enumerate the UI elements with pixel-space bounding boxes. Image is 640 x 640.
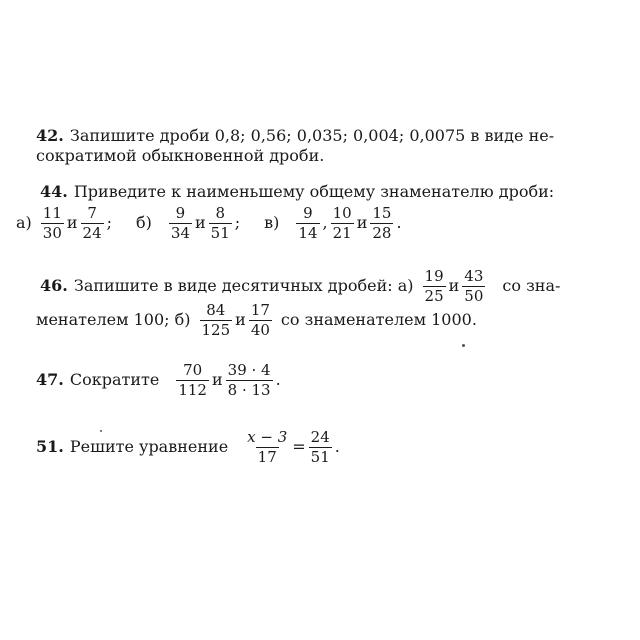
comma: , [322,213,328,232]
semicolon: ; [106,213,113,232]
and-word: и [235,310,246,329]
problem-44-number: 44. [40,182,68,201]
scan-speck [100,430,102,432]
problem-42-line-1 [36,126,554,146]
problem-47-line [36,358,281,402]
problem-51-number: 51. [36,437,64,456]
fraction-numerator: 43 [464,266,484,285]
fraction-denominator: 50 [464,286,484,305]
fraction-numerator: 15 [372,203,392,222]
fraction-7-24 [81,205,104,242]
fraction-denominator: 14 [298,223,318,242]
fraction-11-30 [41,205,64,242]
fraction-numerator: 39 · 4 [227,360,271,379]
problem-44-label-b: б) [136,213,152,232]
problem-42-number: 42. [36,126,64,145]
fraction-denominator: 28 [372,223,392,242]
fraction-denominator: 25 [424,286,444,305]
problem-46-number: 46. [40,276,68,295]
fraction-10-21 [331,205,354,242]
problem-44-line-2 [16,200,402,246]
problem-47-text: Сократите [69,370,160,389]
fraction-denominator: 8 · 13 [227,380,271,399]
problem-51-line [36,425,340,469]
problem-42-text-cont: сократимой обыкновенной дроби. [36,146,325,165]
fraction-x-minus-3-over-17 [245,429,289,466]
fraction-denominator: 24 [82,223,102,242]
problem-44-line-1 [40,182,554,202]
and-word: и [211,370,223,389]
fraction-numerator: 11 [42,203,62,222]
fraction-8-51 [209,205,232,242]
fraction-denominator: 34 [170,223,190,242]
fraction-numerator: 9 [303,203,313,222]
fraction-15-28 [370,205,393,242]
fraction-denominator: 30 [42,223,62,242]
fraction-9-34 [169,205,192,242]
problem-44-label-a: а) [16,213,32,232]
problem-47-number: 47. [36,370,64,389]
fraction-24-51 [309,429,332,466]
fraction-numerator: 70 [183,360,203,379]
period: . [396,213,402,232]
problem-42-text: Запишите дроби 0,8; 0,56; 0,035; 0,004; 0,0075 в виде не- [69,126,555,145]
fraction-84-125 [200,302,233,339]
fraction-numerator: 10 [332,203,352,222]
fraction-numerator: x − 3 [247,427,288,446]
fraction-denominator: 51 [310,447,330,466]
fraction-numerator: 19 [424,266,444,285]
fraction-denominator: 112 [178,380,207,399]
fraction-numerator: 9 [175,203,186,222]
fraction-denominator: 21 [332,223,352,242]
and-word: и [448,276,460,295]
fraction-denominator: 17 [257,447,277,466]
semicolon: ; [234,213,241,232]
and-word: и [195,213,206,232]
problem-46-text: Запишите в виде десятичных дробей: а) [73,276,414,295]
problem-42-line-2 [36,146,324,166]
and-word: и [356,213,368,232]
problem-46-line-2 [36,298,477,342]
fraction-numerator: 8 [215,203,225,222]
fraction-denominator: 40 [250,320,270,339]
scan-speck [462,344,465,347]
fraction-numerator: 24 [310,427,330,446]
problem-46-text-end-2: со знаменателем 1000. [280,310,477,329]
fraction-9-14 [296,205,319,242]
and-word: и [66,213,78,232]
period: . [334,437,340,456]
problem-51-text: Решите уравнение [69,437,229,456]
problem-44-label-c: в) [264,213,280,232]
fraction-17-40 [249,302,272,339]
fraction-denominator: 51 [210,223,230,242]
equals-sign: = [292,437,306,456]
period: . [275,370,281,389]
fraction-numerator: 7 [87,203,97,222]
fraction-39x4-8x13 [226,362,273,399]
problem-46-text-end: со зна- [502,276,561,295]
fraction-numerator: 17 [250,300,270,319]
problem-46-text-cont: менателем 100; б) [36,310,191,329]
fraction-numerator: 84 [206,300,226,319]
fraction-denominator: 125 [201,320,231,339]
fraction-70-112 [176,362,209,399]
problem-44-text: Приведите к наименьшему общему знаменателю дроби: [73,182,555,201]
